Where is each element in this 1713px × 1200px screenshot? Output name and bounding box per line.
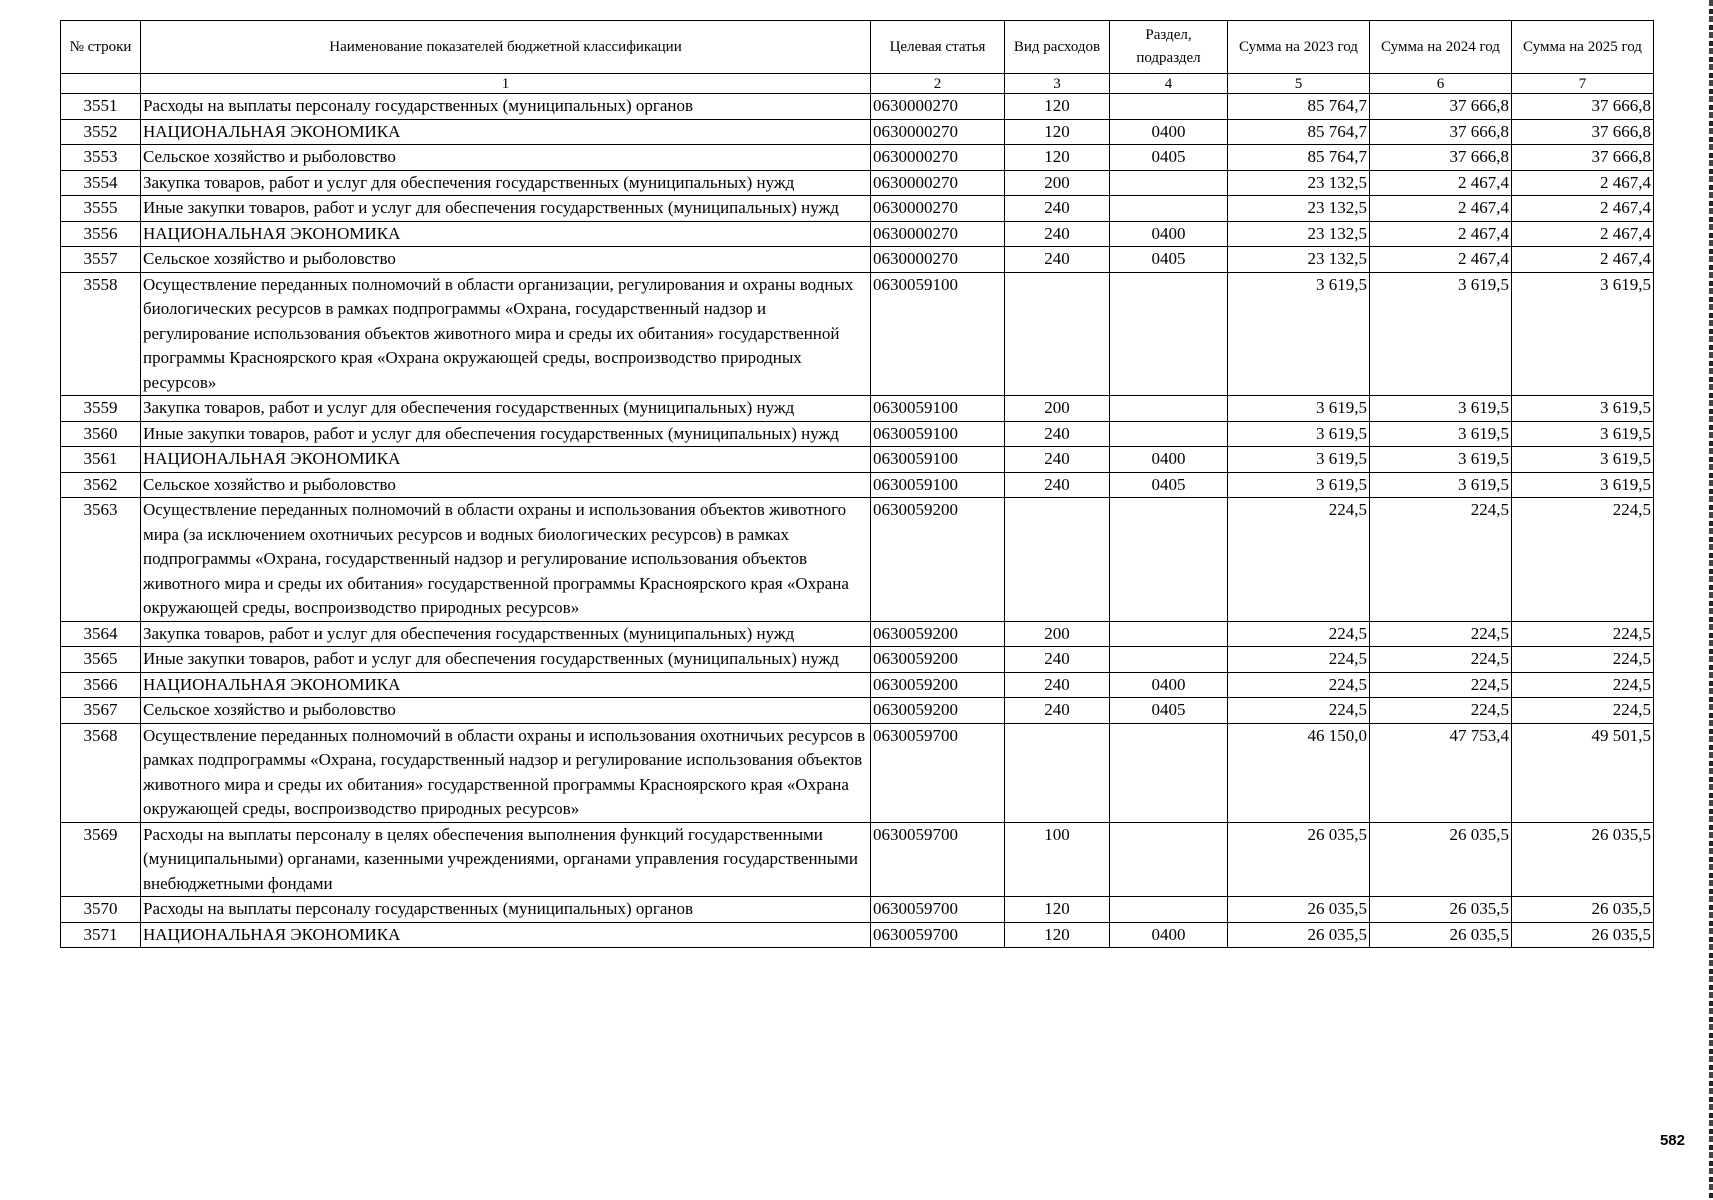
table-row: [61, 94, 1654, 120]
sum-2025-cell: 2 467,4: [1512, 221, 1654, 247]
sum-2023-cell: 85 764,7: [1228, 119, 1370, 145]
target-article-cell: 0630000270: [871, 247, 1005, 273]
header-row-no: № строки: [61, 21, 141, 74]
expense-type-cell: 120: [1005, 119, 1110, 145]
column-number: 2: [871, 74, 1005, 94]
indicator-name-cell: Расходы на выплаты персоналу в целях обеспечения выполнения функций государственными (муниципальными) органами, казенными учреждениями, органами управления государственными внебюджетными фондами: [141, 822, 871, 897]
section-cell: [1110, 421, 1228, 447]
expense-type-cell: 240: [1005, 421, 1110, 447]
indicator-name-cell: Осуществление переданных полномочий в области охраны и использования объектов животного мира (за исключением охотничьих ресурсов и водных биологических ресурсов) в рамках подпрограммы «Охрана, государственный надзор и регулирование использования объектов животного мира и среды их обитания» государственной программы Красноярского края «Охрана окружающей среды, воспроизводство природных ресурсов»: [141, 498, 871, 622]
table-row: [61, 498, 1654, 622]
target-article-cell: 0630059700: [871, 922, 1005, 948]
indicator-name-cell: Закупка товаров, работ и услуг для обеспечения государственных (муниципальных) нужд: [141, 621, 871, 647]
sum-2025-cell: 224,5: [1512, 647, 1654, 673]
sum-2024-cell: 3 619,5: [1370, 421, 1512, 447]
table-row: [61, 221, 1654, 247]
indicator-name-cell: Осуществление переданных полномочий в области организации, регулирования и охраны водных биологических ресурсов в рамках подпрограммы «Охрана, государственный надзор и регулирование использования объектов животного мира и среды их обитания» государственной программы Красноярского края «Охрана окружающей среды, воспроизводство природных ресурсов»: [141, 272, 871, 396]
target-article-cell: 0630059100: [871, 396, 1005, 422]
sum-2024-cell: 37 666,8: [1370, 94, 1512, 120]
sum-2024-cell: 3 619,5: [1370, 272, 1512, 396]
sum-2023-cell: 224,5: [1228, 698, 1370, 724]
section-cell: 0405: [1110, 145, 1228, 171]
sum-2023-cell: 3 619,5: [1228, 472, 1370, 498]
table-row: [61, 472, 1654, 498]
row-number-cell: 3569: [61, 822, 141, 897]
sum-2024-cell: 224,5: [1370, 621, 1512, 647]
table-body: [61, 94, 1654, 948]
expense-type-cell: [1005, 723, 1110, 822]
column-number: 3: [1005, 74, 1110, 94]
expense-type-cell: 200: [1005, 621, 1110, 647]
section-cell: [1110, 396, 1228, 422]
sum-2024-cell: 26 035,5: [1370, 897, 1512, 923]
header-sum-2023: Сумма на 2023 год: [1228, 21, 1370, 74]
header-name: Наименование показателей бюджетной классификации: [141, 21, 871, 74]
header-sum-2024: Сумма на 2024 год: [1370, 21, 1512, 74]
sum-2023-cell: 26 035,5: [1228, 897, 1370, 923]
sum-2023-cell: 3 619,5: [1228, 272, 1370, 396]
table-row: [61, 119, 1654, 145]
row-number-cell: 3552: [61, 119, 141, 145]
section-cell: [1110, 196, 1228, 222]
indicator-name-cell: Иные закупки товаров, работ и услуг для обеспечения государственных (муниципальных) нужд: [141, 421, 871, 447]
sum-2023-cell: 224,5: [1228, 672, 1370, 698]
indicator-name-cell: Осуществление переданных полномочий в области охраны и использования охотничьих ресурсов в рамках подпрограммы «Охрана, государственный надзор и регулирование использования объектов животного мира и среды их обитания» государственной программы Красноярского края «Охрана окружающей среды, воспроизводство природных ресурсов»: [141, 723, 871, 822]
sum-2025-cell: 26 035,5: [1512, 922, 1654, 948]
sum-2025-cell: 224,5: [1512, 621, 1654, 647]
header-expense-type: Вид расходов: [1005, 21, 1110, 74]
indicator-name-cell: Иные закупки товаров, работ и услуг для обеспечения государственных (муниципальных) нужд: [141, 647, 871, 673]
sum-2023-cell: 26 035,5: [1228, 922, 1370, 948]
sum-2023-cell: 46 150,0: [1228, 723, 1370, 822]
column-number: 5: [1228, 74, 1370, 94]
sum-2024-cell: 2 467,4: [1370, 196, 1512, 222]
sum-2025-cell: 224,5: [1512, 698, 1654, 724]
sum-2025-cell: 49 501,5: [1512, 723, 1654, 822]
expense-type-cell: 120: [1005, 922, 1110, 948]
sum-2024-cell: 2 467,4: [1370, 170, 1512, 196]
indicator-name-cell: НАЦИОНАЛЬНАЯ ЭКОНОМИКА: [141, 221, 871, 247]
section-cell: [1110, 822, 1228, 897]
indicator-name-cell: НАЦИОНАЛЬНАЯ ЭКОНОМИКА: [141, 119, 871, 145]
indicator-name-cell: НАЦИОНАЛЬНАЯ ЭКОНОМИКА: [141, 922, 871, 948]
expense-type-cell: 240: [1005, 447, 1110, 473]
sum-2023-cell: 224,5: [1228, 647, 1370, 673]
table-row: [61, 647, 1654, 673]
sum-2024-cell: 2 467,4: [1370, 247, 1512, 273]
sum-2025-cell: 3 619,5: [1512, 472, 1654, 498]
sum-2025-cell: 26 035,5: [1512, 822, 1654, 897]
indicator-name-cell: Закупка товаров, работ и услуг для обеспечения государственных (муниципальных) нужд: [141, 170, 871, 196]
column-number-row: [61, 74, 1654, 94]
sum-2024-cell: 224,5: [1370, 498, 1512, 622]
expense-type-cell: 240: [1005, 672, 1110, 698]
table-row: [61, 723, 1654, 822]
scan-edge-decoration: [1709, 0, 1713, 1200]
header-sum-2025: Сумма на 2025 год: [1512, 21, 1654, 74]
row-number-cell: 3570: [61, 897, 141, 923]
sum-2023-cell: 23 132,5: [1228, 196, 1370, 222]
expense-type-cell: 240: [1005, 247, 1110, 273]
row-number-cell: 3566: [61, 672, 141, 698]
expense-type-cell: 120: [1005, 145, 1110, 171]
expense-type-cell: 240: [1005, 472, 1110, 498]
sum-2024-cell: 37 666,8: [1370, 145, 1512, 171]
sum-2025-cell: 2 467,4: [1512, 196, 1654, 222]
budget-table: [60, 20, 1654, 948]
section-cell: 0400: [1110, 119, 1228, 145]
target-article-cell: 0630059700: [871, 723, 1005, 822]
target-article-cell: 0630059100: [871, 472, 1005, 498]
table-row: [61, 145, 1654, 171]
target-article-cell: 0630000270: [871, 196, 1005, 222]
sum-2023-cell: 85 764,7: [1228, 145, 1370, 171]
sum-2025-cell: 2 467,4: [1512, 170, 1654, 196]
indicator-name-cell: Иные закупки товаров, работ и услуг для обеспечения государственных (муниципальных) нужд: [141, 196, 871, 222]
table-row: [61, 621, 1654, 647]
indicator-name-cell: Закупка товаров, работ и услуг для обеспечения государственных (муниципальных) нужд: [141, 396, 871, 422]
row-number-cell: 3560: [61, 421, 141, 447]
header-row: [61, 21, 1654, 74]
expense-type-cell: 200: [1005, 396, 1110, 422]
sum-2025-cell: 3 619,5: [1512, 447, 1654, 473]
sum-2025-cell: 37 666,8: [1512, 119, 1654, 145]
sum-2023-cell: 224,5: [1228, 498, 1370, 622]
sum-2025-cell: 37 666,8: [1512, 94, 1654, 120]
section-cell: [1110, 272, 1228, 396]
row-number-cell: 3564: [61, 621, 141, 647]
row-number-cell: 3558: [61, 272, 141, 396]
sum-2025-cell: 37 666,8: [1512, 145, 1654, 171]
indicator-name-cell: НАЦИОНАЛЬНАЯ ЭКОНОМИКА: [141, 447, 871, 473]
table-row: [61, 247, 1654, 273]
expense-type-cell: 200: [1005, 170, 1110, 196]
column-number: 7: [1512, 74, 1654, 94]
expense-type-cell: 120: [1005, 897, 1110, 923]
sum-2024-cell: 224,5: [1370, 647, 1512, 673]
target-article-cell: 0630059700: [871, 822, 1005, 897]
target-article-cell: 0630059200: [871, 621, 1005, 647]
row-number-cell: 3559: [61, 396, 141, 422]
expense-type-cell: [1005, 272, 1110, 396]
indicator-name-cell: Сельское хозяйство и рыболовство: [141, 698, 871, 724]
section-cell: 0405: [1110, 472, 1228, 498]
sum-2024-cell: 224,5: [1370, 698, 1512, 724]
sum-2024-cell: 26 035,5: [1370, 822, 1512, 897]
target-article-cell: 0630059100: [871, 447, 1005, 473]
table-row: [61, 822, 1654, 897]
section-cell: 0400: [1110, 221, 1228, 247]
table-row: [61, 897, 1654, 923]
target-article-cell: 0630059100: [871, 421, 1005, 447]
target-article-cell: 0630000270: [871, 119, 1005, 145]
section-cell: 0400: [1110, 922, 1228, 948]
table-row: [61, 672, 1654, 698]
section-cell: 0405: [1110, 247, 1228, 273]
sum-2023-cell: 224,5: [1228, 621, 1370, 647]
sum-2024-cell: 3 619,5: [1370, 447, 1512, 473]
table-row: [61, 170, 1654, 196]
sum-2023-cell: 26 035,5: [1228, 822, 1370, 897]
row-number-cell: 3557: [61, 247, 141, 273]
sum-2023-cell: 23 132,5: [1228, 221, 1370, 247]
target-article-cell: 0630059200: [871, 672, 1005, 698]
row-number-cell: 3563: [61, 498, 141, 622]
section-cell: [1110, 170, 1228, 196]
row-number-cell: 3567: [61, 698, 141, 724]
expense-type-cell: 240: [1005, 221, 1110, 247]
table-row: [61, 196, 1654, 222]
indicator-name-cell: НАЦИОНАЛЬНАЯ ЭКОНОМИКА: [141, 672, 871, 698]
row-number-cell: 3553: [61, 145, 141, 171]
target-article-cell: 0630059700: [871, 897, 1005, 923]
section-cell: [1110, 621, 1228, 647]
target-article-cell: 0630059100: [871, 272, 1005, 396]
budget-table-container: [60, 20, 1654, 948]
sum-2023-cell: 23 132,5: [1228, 170, 1370, 196]
section-cell: [1110, 723, 1228, 822]
row-number-cell: 3554: [61, 170, 141, 196]
section-cell: [1110, 647, 1228, 673]
sum-2024-cell: 26 035,5: [1370, 922, 1512, 948]
row-number-cell: 3561: [61, 447, 141, 473]
sum-2025-cell: 2 467,4: [1512, 247, 1654, 273]
sum-2023-cell: 85 764,7: [1228, 94, 1370, 120]
target-article-cell: 0630000270: [871, 221, 1005, 247]
row-number-cell: 3565: [61, 647, 141, 673]
sum-2025-cell: 26 035,5: [1512, 897, 1654, 923]
target-article-cell: 0630000270: [871, 170, 1005, 196]
header-section: Раздел, подраздел: [1110, 21, 1228, 74]
sum-2023-cell: 23 132,5: [1228, 247, 1370, 273]
table-row: [61, 396, 1654, 422]
table-row: [61, 922, 1654, 948]
row-number-cell: 3555: [61, 196, 141, 222]
sum-2024-cell: 3 619,5: [1370, 472, 1512, 498]
sum-2025-cell: 3 619,5: [1512, 272, 1654, 396]
target-article-cell: 0630059200: [871, 698, 1005, 724]
target-article-cell: 0630059200: [871, 498, 1005, 622]
row-number-cell: 3568: [61, 723, 141, 822]
table-row: [61, 421, 1654, 447]
column-number: 4: [1110, 74, 1228, 94]
sum-2024-cell: 3 619,5: [1370, 396, 1512, 422]
column-number: 6: [1370, 74, 1512, 94]
indicator-name-cell: Расходы на выплаты персоналу государственных (муниципальных) органов: [141, 897, 871, 923]
sum-2024-cell: 37 666,8: [1370, 119, 1512, 145]
sum-2025-cell: 224,5: [1512, 498, 1654, 622]
sum-2025-cell: 224,5: [1512, 672, 1654, 698]
section-cell: 0400: [1110, 447, 1228, 473]
column-number: 1: [141, 74, 871, 94]
section-cell: 0400: [1110, 672, 1228, 698]
sum-2024-cell: 224,5: [1370, 672, 1512, 698]
indicator-name-cell: Сельское хозяйство и рыболовство: [141, 247, 871, 273]
sum-2023-cell: 3 619,5: [1228, 447, 1370, 473]
row-number-cell: 3571: [61, 922, 141, 948]
section-cell: [1110, 897, 1228, 923]
section-cell: [1110, 94, 1228, 120]
indicator-name-cell: Сельское хозяйство и рыболовство: [141, 145, 871, 171]
sum-2023-cell: 3 619,5: [1228, 396, 1370, 422]
expense-type-cell: 120: [1005, 94, 1110, 120]
expense-type-cell: 100: [1005, 822, 1110, 897]
row-number-cell: 3551: [61, 94, 141, 120]
table-row: [61, 698, 1654, 724]
indicator-name-cell: Сельское хозяйство и рыболовство: [141, 472, 871, 498]
row-number-cell: 3556: [61, 221, 141, 247]
section-cell: 0405: [1110, 698, 1228, 724]
section-cell: [1110, 498, 1228, 622]
header-target-article: Целевая статья: [871, 21, 1005, 74]
expense-type-cell: 240: [1005, 698, 1110, 724]
sum-2024-cell: 2 467,4: [1370, 221, 1512, 247]
table-row: [61, 272, 1654, 396]
target-article-cell: 0630000270: [871, 145, 1005, 171]
target-article-cell: 0630059200: [871, 647, 1005, 673]
sum-2023-cell: 3 619,5: [1228, 421, 1370, 447]
sum-2024-cell: 47 753,4: [1370, 723, 1512, 822]
sum-2025-cell: 3 619,5: [1512, 396, 1654, 422]
row-number-cell: 3562: [61, 472, 141, 498]
target-article-cell: 0630000270: [871, 94, 1005, 120]
column-number: [61, 74, 141, 94]
indicator-name-cell: Расходы на выплаты персоналу государственных (муниципальных) органов: [141, 94, 871, 120]
expense-type-cell: 240: [1005, 647, 1110, 673]
table-row: [61, 447, 1654, 473]
expense-type-cell: [1005, 498, 1110, 622]
expense-type-cell: 240: [1005, 196, 1110, 222]
sum-2025-cell: 3 619,5: [1512, 421, 1654, 447]
page-number: 582: [1659, 1132, 1685, 1149]
